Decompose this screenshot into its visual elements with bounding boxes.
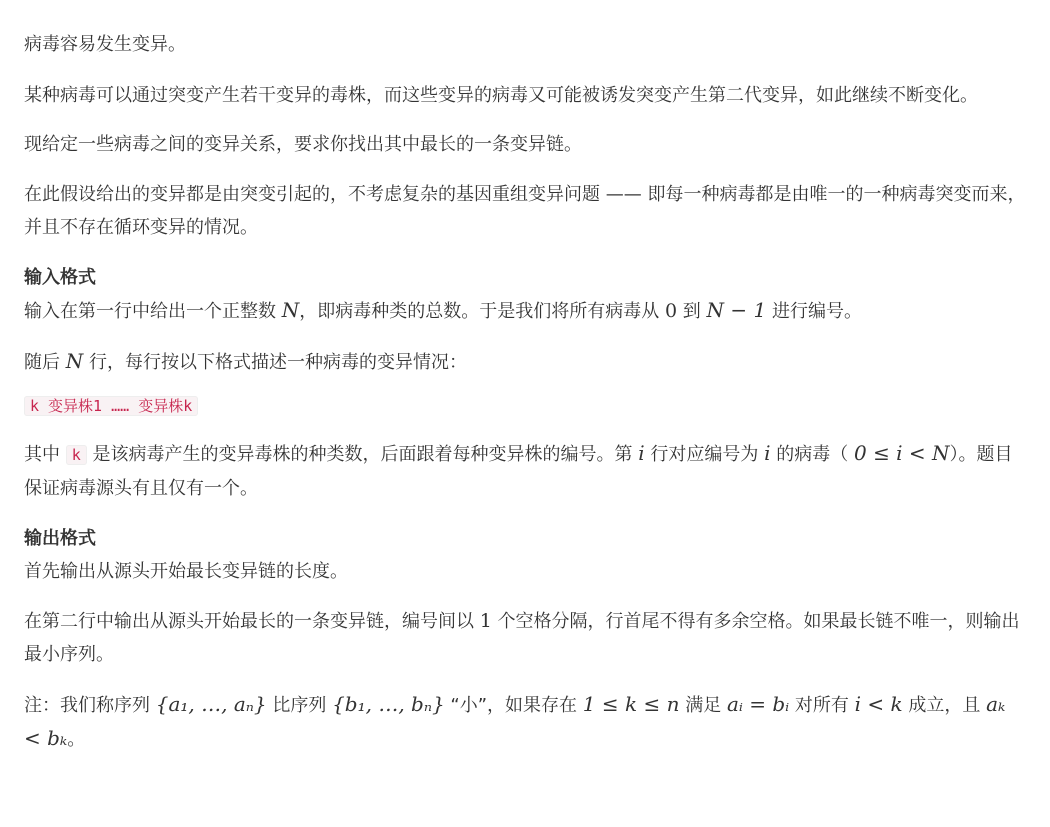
output-format-heading: 输出格式 (24, 528, 96, 549)
text-segment: 是该病毒产生的变异毒株的种类数，后面跟着每种变异株的编号。第 (92, 444, 633, 465)
text-segment: 对所有 (794, 695, 849, 716)
text-segment: 个空格分隔，行首尾不得有多余空格。如果最长链不唯一，则输出最小序列。 (24, 611, 1020, 665)
text-segment: 的病毒（ (776, 444, 849, 465)
input-line-3 (24, 437, 1026, 505)
input-format-heading: 输入格式 (24, 267, 96, 288)
math-cond-4: aₖ < bₖ (24, 692, 1006, 750)
math-zero: 0 (664, 300, 678, 322)
intro-paragraph-4: 在此假设给出的变异都是由突变引起的，不考虑复杂的基因重组变异问题 —— 即每一种病毒都是由唯一的一种病毒突变而来，并且不存在循环变异的情况。 (24, 184, 1026, 238)
math-seq-b: {b₁, …, bₙ} (332, 692, 445, 716)
format-code: k 变异株1 …… 变异株k (24, 396, 198, 416)
text-segment: 成立，且 (908, 695, 981, 716)
output-line-1: 首先输出从源头开始最长变异链的长度。 (24, 561, 348, 582)
text-segment: 满足 (685, 695, 722, 716)
inline-code-k: k (66, 445, 87, 465)
text-segment: 输入在第一行中给出一个正整数 (24, 301, 276, 322)
intro-paragraph-2: 某种病毒可以通过突变产生若干变异的毒株，而这些变异的病毒又可能被诱发突变产生第二代变异，如此继续不断变化。 (24, 85, 978, 106)
text-segment: “小”，如果存在 (450, 695, 578, 716)
text-segment: ，即病毒种类的总数。于是我们将所有病毒从 (299, 301, 660, 322)
math-cond-3: i < k (854, 692, 903, 716)
math-seq-a: {a₁, …, aₙ} (155, 692, 267, 716)
text-segment: 。 (67, 729, 86, 750)
text-segment: 进行编号。 (771, 301, 862, 322)
text-segment: ）。题目保证病毒源头有且仅有一个。 (24, 444, 1013, 499)
text-segment: 到 (682, 301, 701, 322)
math-one: 1 (479, 610, 492, 632)
text-segment: 其中 (24, 444, 60, 465)
text-segment: 行，每行按以下格式描述一种病毒的变异情况： (88, 352, 467, 373)
math-range: N − 1 (706, 298, 767, 322)
output-note (24, 688, 1026, 756)
text-segment: 随后 (24, 352, 60, 373)
text-segment: 注：我们称序列 (24, 695, 150, 716)
intro-paragraph-1: 病毒容易发生变异。 (24, 34, 186, 55)
text-segment: 行对应编号为 (650, 444, 759, 465)
text-segment: 比序列 (272, 695, 327, 716)
input-line-1 (24, 294, 1026, 328)
input-line-2 (24, 345, 1026, 379)
math-condition: 0 ≤ i < N (853, 441, 950, 465)
intro-paragraph-3: 现给定一些病毒之间的变异关系，要求你找出其中最长的一条变异链。 (24, 134, 582, 155)
math-cond-2: aᵢ = bᵢ (726, 692, 790, 716)
math-N: N (281, 298, 300, 322)
format-code-block (24, 389, 1026, 423)
math-i: i (638, 441, 645, 465)
math-N: N (65, 349, 84, 373)
text-segment: 在第二行中输出从源头开始最长的一条变异链，编号间以 (24, 611, 474, 632)
math-cond-1: 1 ≤ k ≤ n (582, 692, 680, 716)
output-line-2 (24, 605, 1026, 671)
math-i: i (764, 441, 771, 465)
